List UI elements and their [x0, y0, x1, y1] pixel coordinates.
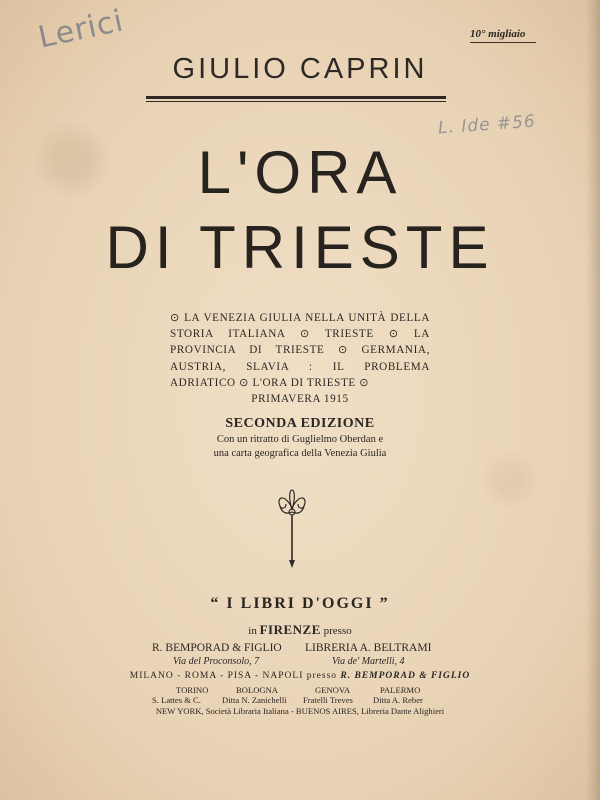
- publisher-1-address: Via del Proconsolo, 7: [173, 656, 260, 667]
- branch-city: GENOVA: [315, 685, 351, 695]
- publisher-2-address: Via de' Martelli, 4: [332, 656, 405, 667]
- author-rule-thick: [146, 96, 446, 99]
- cities-presso: presso: [306, 671, 338, 681]
- edition-description: Con un ritratto di Guglielmo Oberdan e una carta geografica della Venezia Giulia: [213, 434, 387, 459]
- fleuron-ornament-icon: [274, 488, 310, 570]
- location-prefix: in: [248, 625, 257, 637]
- edition-note: 10° migliaio: [470, 28, 526, 40]
- contents-description: [170, 310, 430, 407]
- author-name: GIULIO CAPRIN: [172, 53, 428, 85]
- branch-city: PALERMO: [380, 685, 421, 695]
- edition-heading: SECONDA EDIZIONE: [225, 416, 375, 431]
- branch-shop: Ditta N. Zanichelli: [222, 695, 287, 705]
- contents-date: PRIMAVERA 1915: [251, 393, 349, 406]
- contents-text: ⊙ LA VENEZIA GIULIA NELLA UNITÀ DELLA STORIA ITALIANA ⊙ TRIESTE ⊙ LA PROVINCIA DI TRIESTE ⊙ GERMANIA, AUSTRIA, SLAVIA : IL PROBLEMA ADRIATICO ⊙ L'ORA DI TRIESTE ⊙: [170, 312, 430, 389]
- branch-city: TORINO: [176, 685, 209, 695]
- location-suffix: presso: [323, 625, 352, 637]
- branch-shop: Fratelli Treves: [303, 695, 353, 705]
- publisher-2-name: LIBRERIA A. BELTRAMI: [305, 642, 432, 654]
- publisher-1-name: R. BEMPORAD & FIGLIO: [152, 642, 282, 654]
- location-line: [0, 622, 600, 638]
- handwritten-note-right: L. Ide #56: [437, 111, 537, 139]
- cities-publisher: R. BEMPORAD & FIGLIO: [340, 671, 471, 681]
- location-city: FIRENZE: [259, 622, 321, 637]
- handwritten-note-top: Lerici: [35, 3, 127, 56]
- branch-shop: Ditta A. Reber: [373, 695, 423, 705]
- edition-note-underline: [470, 42, 536, 43]
- series-name: “ I LIBRI D'OGGI ”: [210, 595, 390, 612]
- author-rule-thin: [146, 101, 446, 102]
- book-title-line-1: L'ORA: [197, 139, 403, 206]
- branch-shop: S. Lattes & C.: [152, 695, 201, 705]
- book-title-line-2: DI TRIESTE: [105, 214, 495, 281]
- cities-list: MILANO - ROMA - PISA - NAPOLI: [129, 671, 304, 681]
- branch-city: BOLOGNA: [236, 685, 279, 695]
- abroad-line: NEW YORK, Società Libraria Italiana - BUENOS AIRES, Libreria Dante Alighieri: [155, 706, 445, 716]
- cities-line: [0, 671, 600, 681]
